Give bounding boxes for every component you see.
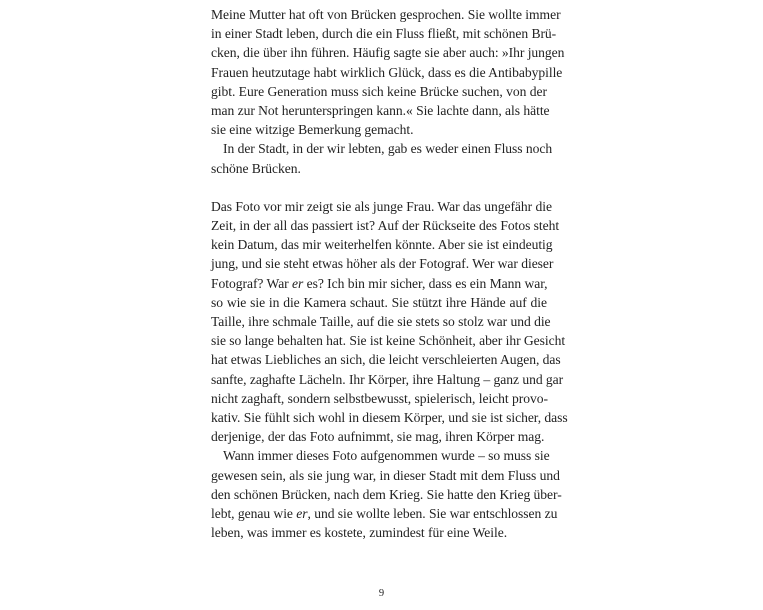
text-line bbox=[211, 504, 558, 523]
text-line: In der Stadt, in der wir lebten, gab es weder einen Fluss noch bbox=[223, 141, 553, 157]
text-line: sanfte, zaghafte Lächeln. Ihr Körper, ihre Haltung – ganz und gar bbox=[211, 371, 564, 387]
text-line: Meine Mutter hat oft von Brücken gesprochen. Sie wollte immer bbox=[211, 7, 561, 22]
emphasis-text: er bbox=[296, 505, 308, 521]
text-line: Frauen heutzutage habt wirklich Glück, dass es die Antibabypille bbox=[211, 64, 563, 80]
text-line: in einer Stadt leben, durch die ein Fluss fließt, mit schönen Brü- bbox=[211, 26, 557, 42]
emphasis-text: er bbox=[292, 275, 304, 291]
paragraph-city bbox=[211, 139, 553, 177]
paragraph-photo bbox=[211, 197, 568, 446]
text-line: Das Foto vor mir zeigt sie als junge Frau. War das ungefähr die bbox=[211, 198, 552, 214]
text-line: man zur Not herunterspringen kann.« Sie lachte dann, als hätte bbox=[211, 102, 550, 118]
text-line: kein Datum, das mir weiterhelfen könnte. Aber sie ist eindeutig bbox=[211, 237, 553, 253]
text-line: cken, die über ihn führen. Häufig sagte sie aber auch: »Ihr jungen bbox=[211, 45, 565, 61]
text-line: sie eine witzige Bemerkung gemacht. bbox=[211, 122, 414, 138]
paragraph-bridges bbox=[211, 5, 565, 139]
text-run: , und sie wollte leben. Sie war entschlossen zu bbox=[307, 505, 558, 521]
text-line: derjenige, der das Foto aufnimmt, sie mag, ihren Körper mag. bbox=[211, 429, 545, 445]
text-line: schöne Brücken. bbox=[211, 160, 301, 176]
page-number: 9 bbox=[378, 588, 385, 599]
text-run: lebt, genau wie bbox=[211, 505, 297, 521]
text-line: Wann immer dieses Foto aufgenommen wurde – so muss sie bbox=[223, 448, 550, 464]
text-line: so wie sie in die Kamera schaut. Sie stützt ihre Hände auf die bbox=[211, 294, 547, 310]
text-line: Taille, ihre schmale Taille, auf die sie stets so stolz war und die bbox=[211, 314, 551, 329]
text-run: Fotograf? War bbox=[211, 275, 293, 291]
text-line bbox=[211, 274, 547, 293]
text-line: sie so lange behalten hat. Sie ist keine Schönheit, aber ihr Gesicht bbox=[211, 333, 566, 349]
text-line: den schönen Brücken, nach dem Krieg. Sie hatte den Krieg über- bbox=[211, 486, 562, 502]
text-line: jung, und sie steht etwas höher als der Fotograf. Wer war dieser bbox=[211, 256, 554, 272]
text-line: leben, was immer es kostete, zumindest für eine Weile. bbox=[211, 525, 508, 541]
text-run: es? Ich bin mir sicher, dass es ein Mann war, bbox=[303, 275, 548, 291]
text-line: gibt. Eure Generation muss sich keine Brücke suchen, von der bbox=[211, 83, 547, 99]
text-line: Zeit, in der all das passiert ist? Auf der Rückseite des Fotos steht bbox=[211, 218, 560, 234]
text-block bbox=[211, 5, 568, 542]
text-line: hat etwas Liebliches an sich, die leicht verschleierten Augen, das bbox=[211, 352, 561, 368]
paragraph-war bbox=[211, 446, 562, 542]
section-break bbox=[211, 178, 547, 197]
text-line: kativ. Sie fühlt sich wohl in diesem Körper, und sie ist sicher, dass bbox=[211, 409, 568, 425]
text-line: gewesen sein, als sie jung war, in dieser Stadt mit dem Fluss und bbox=[211, 467, 560, 483]
text-line: nicht zaghaft, sondern selbstbewusst, spielerisch, leicht provo- bbox=[211, 390, 548, 406]
